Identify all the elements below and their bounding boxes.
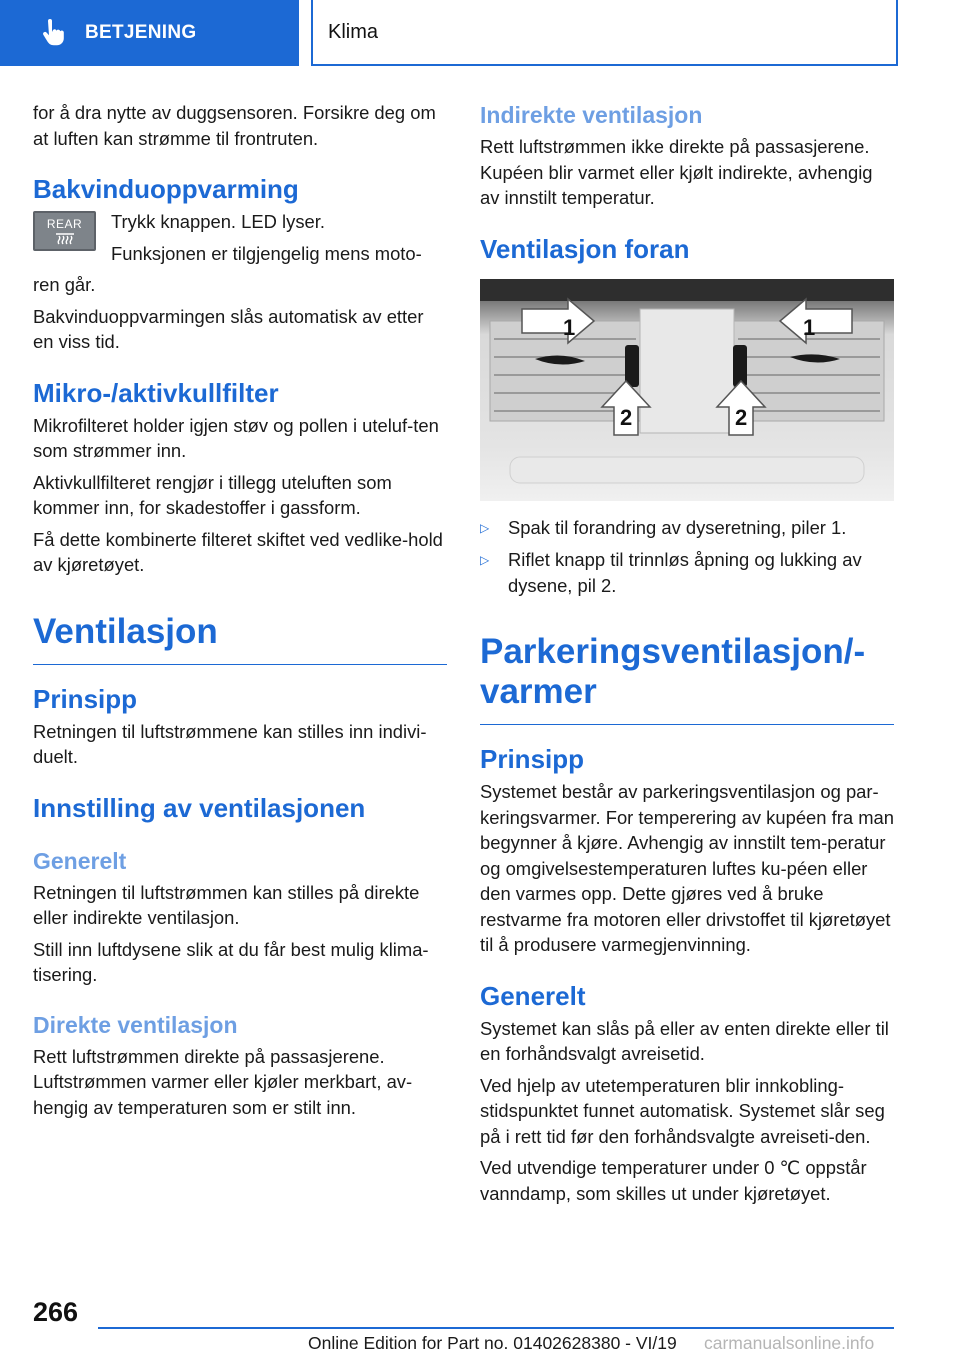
list-item [480, 547, 894, 598]
triangle-bullet-icon: ▷ [480, 553, 490, 567]
rear-paragraph-2a: Funksjonen er tilgjengelig mens moto- [111, 242, 422, 264]
dash-top-trim [480, 279, 894, 301]
rear-paragraph-3: Bakvinduoppvarmingen slås automatisk av etter en viss tid. [33, 305, 424, 352]
rear-paragraph-2b: ren går. [33, 274, 96, 295]
list-item [480, 515, 894, 542]
parking-general-paragraph-1: Systemet kan slås på eller av enten direkte eller til en forhåndsvalgt avreisetid. [480, 1017, 889, 1064]
parking-general-paragraph-3: Ved utvendige temperaturer under 0 ℃ oppstår vanndamp, som skilles ut under kjøretøyet. [480, 1157, 867, 1204]
bullet-text-1: Spak til forandring av dyseretning, piler 1. [508, 516, 847, 538]
arrow-1-left-label: 1 [563, 314, 576, 340]
control-panel [510, 457, 864, 483]
front-vents-figure [480, 279, 894, 501]
vent-illustration [480, 279, 894, 501]
arrow-2-right-label: 2 [735, 404, 748, 430]
arrow-2-left-label: 2 [620, 404, 633, 430]
rear-defrost-icon [53, 231, 77, 245]
ventilation-title: Ventilasjon [33, 612, 447, 665]
filter-paragraph-1: Mikrofilteret holder igjen støv og pollen i uteluf-ten som strømmer inn. [33, 414, 439, 461]
setting-heading: Innstilling av ventilasjonen [33, 792, 366, 823]
left-column [33, 100, 447, 1126]
hand-pointer-icon [38, 18, 68, 48]
parking-principle-paragraph: Systemet består av parkeringsventilasjon og par-keringsvarmer. For temperering av kupéen fra man begynner å kjøre. Avhengig av innstilt tem-peratur og omgivelsestemperaturen luftes ku-péen eller den varmes opp. Dette gjøres ved å bruke restvarme fra motoren eller drivstoffet til kjøretøyet til å produsere varmegjenvinning. [480, 781, 894, 955]
general-paragraph-2: Still inn luftdysene slik at du får best mulig klima-tisering. [33, 938, 429, 985]
rear-heating-row [33, 209, 447, 272]
direct-ventilation-heading: Direkte ventilasjon [33, 1011, 238, 1038]
intro-paragraph: for å dra nytte av duggsensoren. Forsikre deg om at luften kan strømme til frontruten. [33, 102, 436, 149]
right-thumbwheel [733, 345, 747, 387]
parking-title: Parkeringsventilasjon/-varmer [480, 632, 894, 725]
filter-paragraph-3: Få dette kombinerte filteret skiftet ved vedlike-hold av kjøretøyet. [33, 528, 443, 575]
left-thumbwheel [625, 345, 639, 387]
rear-button-label: REAR [46, 216, 83, 231]
principle-heading: Prinsipp [33, 683, 138, 714]
filter-heading: Mikro-/aktivkullfilter [33, 377, 279, 408]
indirect-ventilation-heading: Indirekte ventilasjon [480, 102, 703, 128]
triangle-bullet-icon: ▷ [480, 520, 490, 535]
right-column [480, 100, 894, 1212]
direct-ventilation-paragraph: Rett luftstrømmen direkte på passasjerene. Luftstrømmen varmer eller kjøler merkbart, av-hengig av temperaturen som er stilt inn. [33, 1045, 413, 1118]
parking-general-heading: Generelt [480, 980, 586, 1011]
bullet-text-2: Riflet knapp til trinnløs åpning og lukking av dysene, pil 2. [508, 549, 862, 596]
page-number: 266 [33, 1297, 79, 1327]
parking-principle-heading: Prinsipp [480, 744, 585, 774]
center-panel [640, 309, 734, 433]
section-tab [0, 0, 299, 66]
general-heading: Generelt [33, 847, 127, 874]
section-label: BETJENING [85, 22, 197, 43]
general-paragraph-1: Retningen til luftstrømmen kan stilles på direkte eller indirekte ventilasjon. [33, 881, 420, 928]
watermark: carmanualsonline.info [704, 1333, 875, 1353]
parking-general-paragraph-2: Ved hjelp av utetemperaturen blir innkobling-stidspunktet funnet automatisk. Systemet slår seg på i rett tid før den forhåndsvalgte avreiseti-den. [480, 1074, 885, 1147]
rear-paragraph-1: Trykk knappen. LED lyser. [111, 211, 325, 232]
footer-divider [98, 1327, 894, 1329]
rear-heating-heading: Bakvinduoppvarming [33, 174, 299, 204]
indirect-ventilation-paragraph: Rett luftstrømmen ikke direkte på passasjerene. Kupéen blir varmet eller kjølt indirekte, avhengig av innstilt temperatur. [480, 136, 873, 208]
principle-paragraph: Retningen til luftstrømmene kan stilles inn indivi-duelt. [33, 720, 427, 767]
edition-text: Online Edition for Part no. 01402628380 - VI/19 [308, 1333, 677, 1353]
rear-heating-text [111, 209, 422, 272]
chapter-box [311, 0, 898, 66]
arrow-1-right-label: 1 [803, 314, 816, 340]
filter-paragraph-2: Aktivkullfilteret rengjør i tillegg uteluften som kommer inn, for skadestoffer i gassform. [33, 471, 392, 518]
chapter-label: Klima [328, 20, 379, 43]
vent-bullet-list [480, 515, 894, 599]
front-ventilation-heading: Ventilasjon foran [480, 233, 690, 264]
rear-defrost-button [33, 211, 96, 251]
